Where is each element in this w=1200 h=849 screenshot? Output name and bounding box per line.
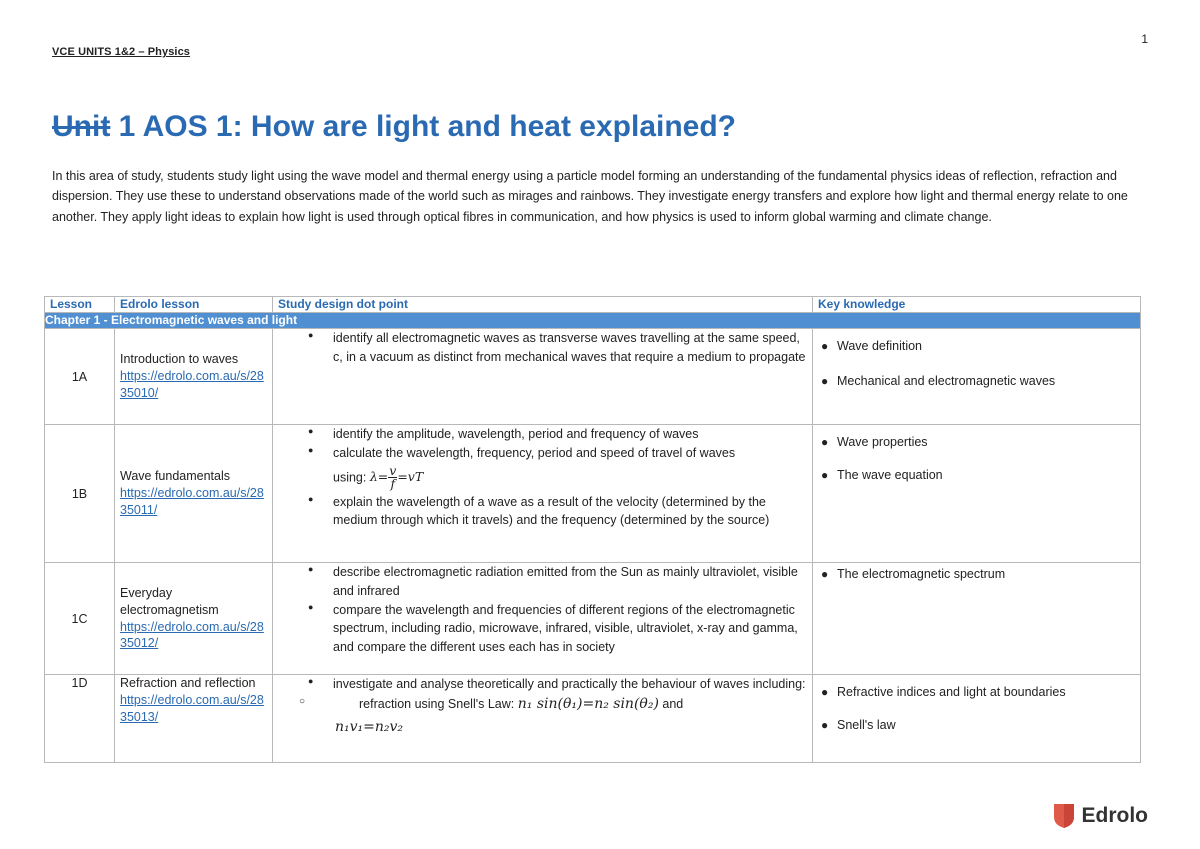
formula-prefix: using: xyxy=(333,470,367,484)
dot-point xyxy=(273,444,806,491)
lesson-code: 1B xyxy=(45,425,115,563)
knowledge-item: ● Mechanical and electromagnetic waves xyxy=(813,374,1140,389)
lesson-title: Everyday electromagnetism xyxy=(120,585,219,617)
lesson-cell xyxy=(115,329,273,425)
table-row xyxy=(45,675,1141,763)
formula-rest: =vT xyxy=(397,469,424,484)
dot-point: ● identify all electromagnetic waves as transverse waves travelling at the same speed, c, in a vacuum as distinct from mechanical waves that require a medium to propagate xyxy=(273,329,806,367)
lesson-link[interactable]: https://edrolo.com.au/s/2835011/ xyxy=(120,486,264,517)
dot-point: ● identify the amplitude, wavelength, period and frequency of waves xyxy=(273,425,806,444)
header-lesson: Lesson xyxy=(45,297,115,313)
lesson-code: 1D xyxy=(45,675,115,763)
key-knowledge-cell xyxy=(813,675,1141,763)
lesson-code: 1A xyxy=(45,329,115,425)
lesson-cell xyxy=(115,425,273,563)
lesson-table xyxy=(44,296,1141,763)
table-row xyxy=(45,329,1141,425)
lesson-cell xyxy=(115,563,273,675)
sub-point-list xyxy=(273,694,806,738)
chapter-row xyxy=(45,313,1141,329)
key-knowledge-cell xyxy=(813,563,1141,675)
nv-formula: n₁v₁=n₂v₂ xyxy=(335,718,404,735)
dot-point: ● explain the wavelength of a wave as a result of the velocity (determined by the medium through which it travels) and the frequency (determined by the source) xyxy=(273,493,806,531)
table-row xyxy=(45,563,1141,675)
lesson-link[interactable]: https://edrolo.com.au/s/2835010/ xyxy=(120,369,264,400)
knowledge-item: ● Snell's law xyxy=(813,718,1140,733)
formula-numerator: v xyxy=(389,462,397,478)
dot-point-text: calculate the wavelength, frequency, period and speed of travel of waves xyxy=(333,445,736,460)
intro-paragraph: In this area of study, students study light using the wave model and thermal energy using a particle model forming an understanding of the fundamental physics ideas of reflection, refraction and dispersion. They use these to understand observations made of the world such as mirages and rainbows. They investigate energy transfers and explore how light and thermal energy relate to one another. They apply light ideas to explain how light is used through optical fibres in communication, and how physics is used to inform global warming and climate change. xyxy=(52,169,1128,224)
document-header-label: VCE UNITS 1&2 – Physics xyxy=(52,46,191,58)
lesson-link[interactable]: https://edrolo.com.au/s/2835013/ xyxy=(120,692,264,724)
lesson-title: Wave fundamentals xyxy=(120,469,231,484)
lesson-title: Refraction and reflection xyxy=(120,676,256,690)
dot-point: ● compare the wavelength and frequencies of different regions of the electromagnetic spectrum, including radio, microwave, infrared, visible, ultraviolet, x-ray and gamma, and compare the different uses each has in society xyxy=(273,601,806,657)
lesson-cell xyxy=(115,675,273,763)
formula-lambda: λ= xyxy=(369,469,389,484)
lesson-link[interactable]: https://edrolo.com.au/s/2835012/ xyxy=(120,619,264,651)
dot-point: ● describe electromagnetic radiation emitted from the Sun as mainly ultraviolet, visible and infrared xyxy=(273,563,806,601)
header-study-design: Study design dot point xyxy=(273,297,813,313)
formula-line xyxy=(333,462,806,491)
dot-point-text: investigate and analyse theoretically and practically the behaviour of waves including: xyxy=(333,677,806,691)
formula-denominator: f xyxy=(390,476,396,491)
sub-point xyxy=(273,694,806,738)
study-design-cell xyxy=(273,563,813,675)
page-number: 1 xyxy=(1141,32,1148,46)
edrolo-logo xyxy=(1053,803,1149,829)
key-knowledge-cell xyxy=(813,329,1141,425)
wave-equation xyxy=(369,462,424,491)
snell-formula: n₁ sin(θ₁)=n₂ sin(θ₂) xyxy=(517,695,659,712)
study-design-cell xyxy=(273,425,813,563)
dot-point xyxy=(273,675,806,738)
knowledge-item: ● Wave properties xyxy=(813,435,1140,450)
key-knowledge-cell xyxy=(813,425,1141,563)
chapter-title: Chapter 1 - Electromagnetic waves and light xyxy=(45,313,1141,329)
lesson-code: 1C xyxy=(45,563,115,675)
study-design-cell xyxy=(273,675,813,763)
title-rest: 1 AOS 1: How are light and heat explained? xyxy=(110,110,737,143)
logo-text: Edrolo xyxy=(1081,804,1148,827)
knowledge-item: ● The electromagnetic spectrum xyxy=(813,567,1140,582)
page-title xyxy=(52,110,736,144)
header-edrolo-lesson: Edrolo lesson xyxy=(115,297,273,313)
knowledge-item: ● The wave equation xyxy=(813,468,1140,483)
shield-icon xyxy=(1053,803,1075,829)
lesson-title: Introduction to waves xyxy=(120,352,239,367)
sub-point-text: refraction using Snell's Law: xyxy=(359,696,515,711)
table-header-row xyxy=(45,297,1141,313)
formula-fraction xyxy=(388,462,397,491)
knowledge-item: ● Wave definition xyxy=(813,339,1140,354)
table-row xyxy=(45,425,1141,563)
title-struck-word: Unit xyxy=(52,110,111,143)
knowledge-item: ● Refractive indices and light at boundaries xyxy=(813,685,1140,700)
header-key-knowledge: Key knowledge xyxy=(813,297,1141,313)
sub-point-and: and xyxy=(662,696,684,711)
study-design-cell xyxy=(273,329,813,425)
